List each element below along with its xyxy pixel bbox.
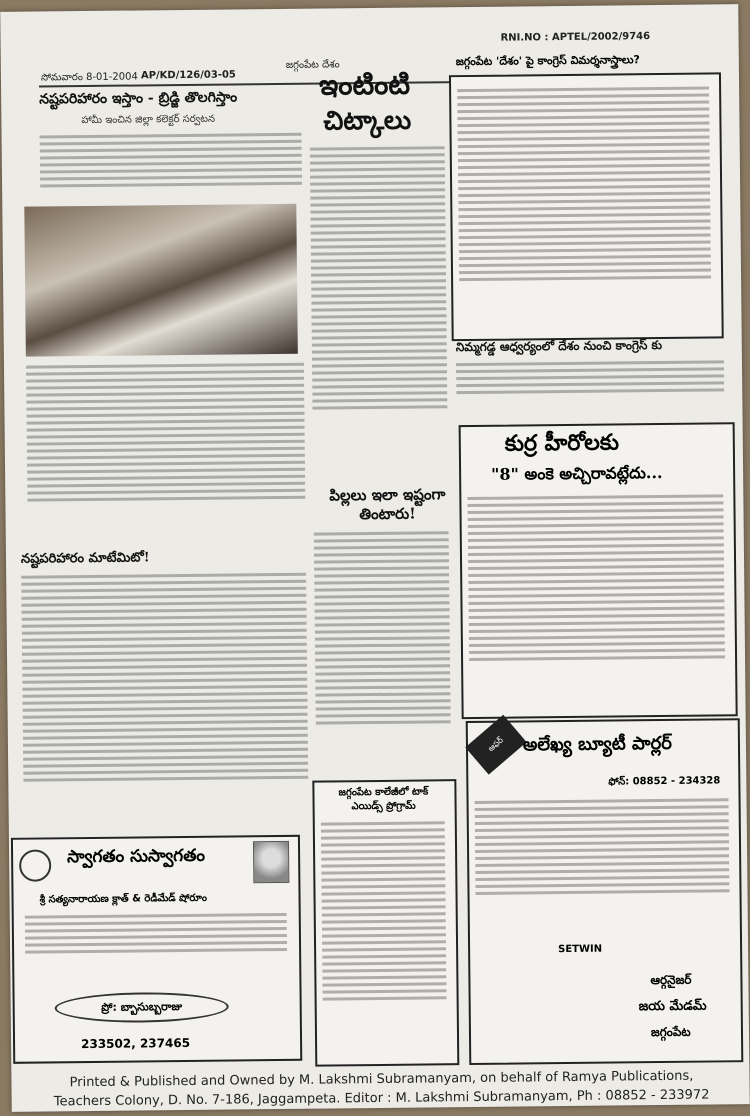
parlour-setwin: SETWIN (558, 943, 603, 956)
newspaper-page (0, 4, 749, 1112)
tips-headline-line2: చిట్కాలు (323, 105, 412, 137)
desam-body (457, 82, 712, 331)
welcome-ad-phones: 233502, 237465 (81, 1035, 191, 1052)
registration-number: AP/KD/126/03-05 (140, 69, 236, 82)
welcome-ad-owner: ప్రో: బ్బాసుబ్బరాజు (55, 992, 229, 1024)
parlour-ad-title: అలేఖ్య బ్యూటీ పార్లర్ (522, 732, 672, 756)
congress-body (456, 356, 725, 419)
issue-date: సోమవారం 8-01-2004 (40, 71, 138, 84)
parlour-organizer-name: జయ మేడమ్ (638, 998, 707, 1015)
college-headline: జగ్గంపేట కాలేజీలో టాక్ ఎయిడ్స్ ప్రోగ్రామ్ (338, 786, 429, 813)
welcome-ad-shop: శ్రీ సత్యనారాయణ క్లాత్ & రెడీమేడ్ షోరూం (39, 892, 207, 906)
kids-body (314, 527, 452, 778)
lead-body (40, 129, 303, 202)
paper-name: జగ్గంపేట దేశం (285, 59, 340, 71)
tips-body (310, 142, 449, 478)
heroes-headline: కుర్ర హీరోలకు (504, 429, 620, 457)
portrait-photo (253, 841, 289, 883)
lead-subhead: హామీ ఇంచిన జిల్లా కలెక్టర్ సర్వటన (81, 113, 216, 127)
printers-line (31, 1066, 731, 1111)
compensation-body (21, 569, 309, 832)
congress-headline: నిమ్మగడ్డ ఆధ్వర్యంలో దేశం నుంచి కాంగ్రెస్ కు (455, 337, 663, 355)
compensation-headline: నష్టపరిహారం మాటేమిటో! (20, 550, 150, 567)
lead-headline: నష్టపరిహారం ఇస్తాం - బ్రిడ్జి తొలగిస్తాం (39, 89, 238, 108)
printers-line-1: Printed & Published and Owned by M. Lakshmi Subramanyam, on behalf of Ramya Publications, (69, 1068, 694, 1091)
parlour-town: జగ్గంపేట (650, 1024, 691, 1040)
parlour-body (475, 794, 730, 927)
parlour-organizer-label: ఆర్గనైజర్ (650, 972, 692, 988)
welcome-ad-body (25, 909, 288, 982)
rni-number: RNI.NO : APTEL/2002/9746 (500, 31, 651, 44)
desam-headline: జగ్గంపేట 'దేశం' పై కాంగ్రెస్ విమర్శనాస్త్రాలు? (455, 53, 640, 69)
heroes-subhead: "8" అంకె అచ్చిరావట్లేదు... (491, 462, 663, 484)
printers-line-2: Teachers Colony, D. No. 7-186, Jaggampeta. Editor : M. Lakshmi Subramanyam, Ph : 08852 - 233972 (53, 1087, 710, 1110)
lead-body-continued (26, 359, 306, 537)
heroes-body (467, 490, 725, 709)
meeting-photo (24, 204, 298, 357)
logo-seal-icon (19, 849, 51, 881)
parlour-phone: ఫోన్: 08852 - 234328 (608, 775, 721, 788)
tips-headline-line1: ఇంటింటి (318, 67, 411, 102)
kids-headline: పిల్లలు ఇలా ఇష్టంగా తింటారు! (329, 485, 446, 524)
welcome-ad-title: స్వాగతం సుస్వాగతం (67, 845, 206, 868)
college-body (321, 817, 447, 1054)
parlour-ribbon: ఆఫర్ (465, 715, 526, 775)
